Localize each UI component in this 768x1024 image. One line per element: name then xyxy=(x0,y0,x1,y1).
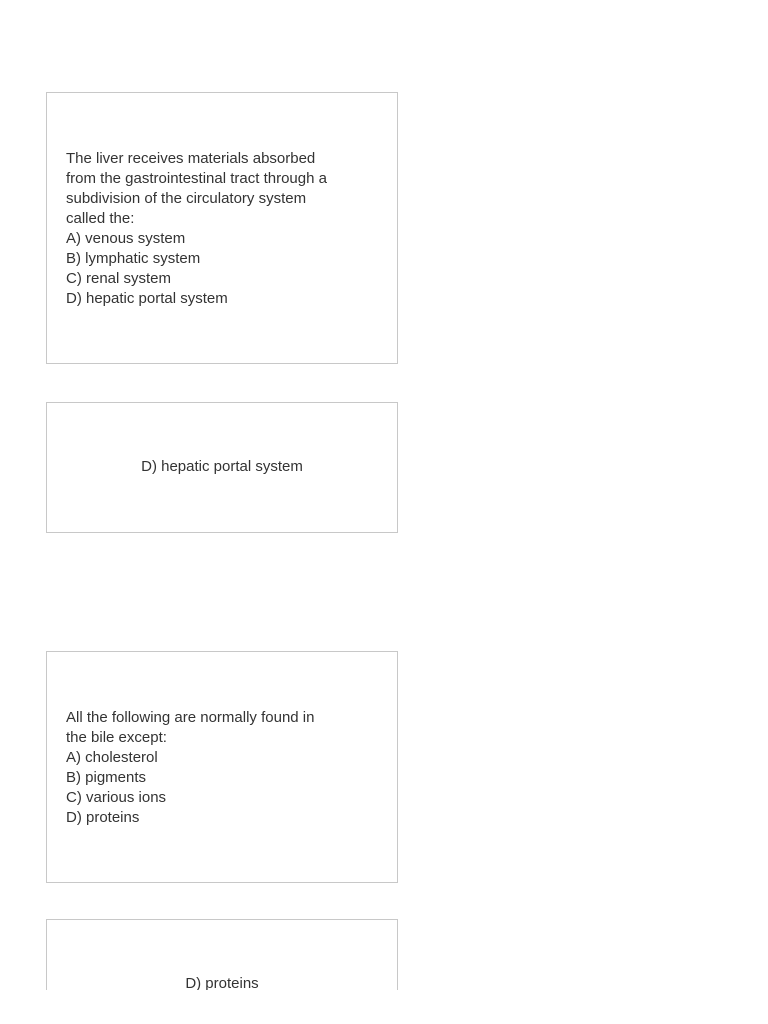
question-text: All the following are normally found in the bile except: A) cholesterol B) pigments C) various ions D) proteins xyxy=(66,709,315,826)
answer-text: D) proteins xyxy=(185,975,259,990)
answer-card[interactable] xyxy=(46,402,398,533)
question-text: The liver receives materials absorbed from the gastrointestinal tract through a subdivision of the circulatory system called the: A) venous system B) lymphatic system C) renal system D) hepatic portal system xyxy=(66,150,327,307)
question-card[interactable] xyxy=(46,651,398,883)
answer-text: D) hepatic portal system xyxy=(141,458,303,475)
answer-card[interactable] xyxy=(46,919,398,990)
question-card[interactable] xyxy=(46,92,398,364)
